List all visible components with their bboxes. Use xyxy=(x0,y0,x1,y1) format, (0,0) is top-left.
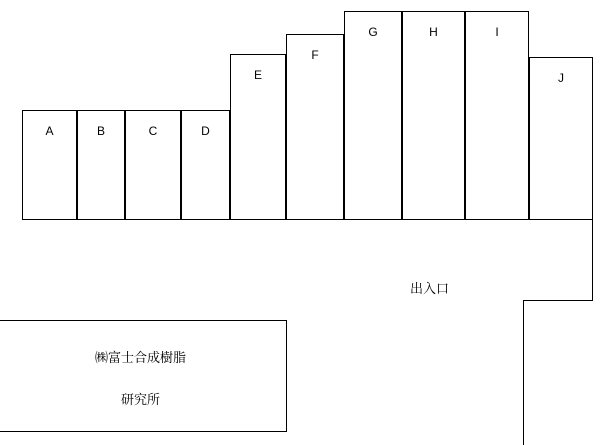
road-line-vertical-right xyxy=(592,219,593,301)
parking-bay-label: H xyxy=(429,25,438,39)
parking-bay-label: G xyxy=(368,25,378,39)
parking-bay-g[interactable] xyxy=(344,11,402,220)
parking-bay-label: J xyxy=(558,71,564,85)
road-line-horizontal-entrance xyxy=(523,300,593,301)
entrance-label: 出入口 xyxy=(410,281,450,296)
parking-bay-d[interactable] xyxy=(181,110,230,220)
parking-bay-f[interactable] xyxy=(286,34,344,220)
road-line-vertical-entrance xyxy=(523,300,524,445)
parking-bay-label: I xyxy=(495,25,499,39)
parking-bay-c[interactable] xyxy=(125,110,181,220)
building-block xyxy=(0,320,287,432)
parking-bay-label: A xyxy=(45,124,54,138)
parking-bay-j[interactable] xyxy=(529,57,593,220)
road-line-horizontal-top xyxy=(22,219,593,220)
parking-bay-e[interactable] xyxy=(230,54,286,220)
parking-bay-b[interactable] xyxy=(77,110,125,220)
parking-bay-label: B xyxy=(96,124,105,138)
parking-bay-a[interactable] xyxy=(22,110,77,220)
building-name-line2: 研究所 xyxy=(121,392,161,407)
parking-bay-h[interactable] xyxy=(402,11,465,220)
parking-bay-i[interactable] xyxy=(465,11,529,220)
parking-bay-label: F xyxy=(311,48,319,62)
parking-bay-label: E xyxy=(253,68,262,82)
parking-bay-label: D xyxy=(201,124,210,138)
building-name-line1: ㈱富士合成樹脂 xyxy=(95,350,187,365)
parking-bay-label: C xyxy=(148,124,158,138)
